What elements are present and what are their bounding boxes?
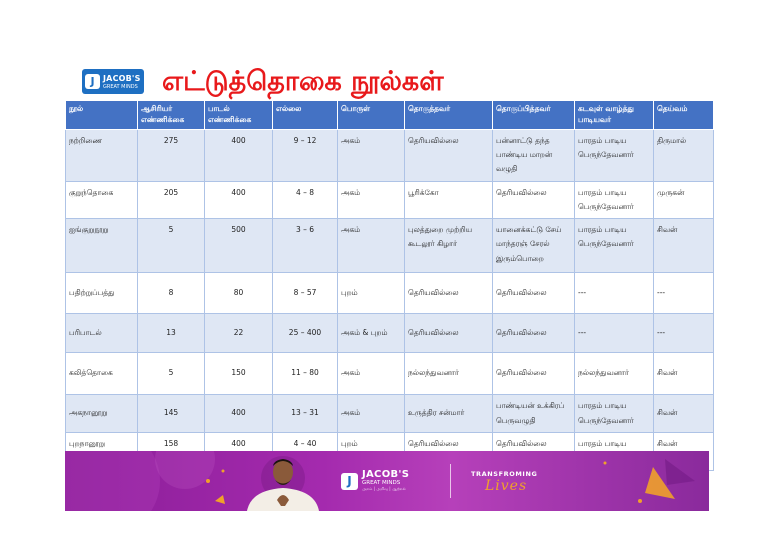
- table-cell: 13 – 31: [273, 395, 338, 433]
- banner-tagline-top: TRANSFROMING: [471, 470, 538, 478]
- table-cell: பாரதம் பாடிய பெருந்தேவனார்: [575, 395, 654, 433]
- ettuthogai-table: [65, 100, 714, 471]
- table-cell: கலித்தொகை: [66, 353, 138, 395]
- presenter-image: [237, 454, 329, 511]
- table-cell: 400: [205, 395, 273, 433]
- table-cell: நற்றிணை: [66, 129, 138, 181]
- table-row: [66, 273, 714, 314]
- banner-divider: [450, 464, 451, 498]
- page-title: எட்டுத்தொகை நூல்கள்: [162, 66, 444, 97]
- table-cell: 275: [138, 129, 205, 181]
- table-row: [66, 219, 714, 273]
- table-cell: 150: [205, 353, 273, 395]
- table-cell: சிவன்: [654, 353, 714, 395]
- table-cell: ---: [654, 273, 714, 314]
- table-row: [66, 181, 714, 219]
- table-cell: பாண்டியன் உக்கிரப் பெருவழுதி: [493, 395, 575, 433]
- table-cell: பாரதம் பாடிய: [575, 433, 654, 471]
- table-cell: 5: [138, 353, 205, 395]
- table-cell: தெரியவில்லை: [493, 433, 575, 471]
- table-cell: அகம்: [338, 181, 405, 219]
- column-header: கடவுள் வாழ்த்து பாடியவர்: [575, 101, 654, 130]
- table-cell: புறம்: [338, 433, 405, 471]
- table-cell: சிவன்: [654, 395, 714, 433]
- table-cell: 8 – 57: [273, 273, 338, 314]
- table-cell: 500: [205, 219, 273, 273]
- table-cell: முருகன்: [654, 181, 714, 219]
- table-cell: நல்லந்துவனார்: [405, 353, 493, 395]
- table-cell: தெரியவில்லை: [493, 314, 575, 353]
- column-header: நூல்: [66, 101, 138, 130]
- table-cell: தெரியவில்லை: [405, 129, 493, 181]
- table-row: [66, 314, 714, 353]
- table-cell: ---: [654, 314, 714, 353]
- column-header: தொகுப்பித்தவர்: [493, 101, 575, 130]
- table-cell: திருமால்: [654, 129, 714, 181]
- table-cell: 22: [205, 314, 273, 353]
- banner-logo: [341, 470, 439, 492]
- column-header: எல்லை: [273, 101, 338, 130]
- table-cell: ஐங்குறுநூறு: [66, 219, 138, 273]
- brand-logo-icon: J: [85, 74, 100, 89]
- table-cell: பன்னாட்டு தந்த பாண்டிய மாறன் வழுதி: [493, 129, 575, 181]
- table-cell: புலத்துறை முற்றிய கூடலூர் கிழார்: [405, 219, 493, 273]
- table-cell: பாரதம் பாடிய பெருந்தேவனார்: [575, 129, 654, 181]
- table-cell: புறம்: [338, 273, 405, 314]
- table-cell: 8: [138, 273, 205, 314]
- column-header: பொருள்: [338, 101, 405, 130]
- banner-tagline-script: Lives: [485, 478, 528, 494]
- table-cell: 4 – 8: [273, 181, 338, 219]
- table-cell: தெரியவில்லை: [405, 314, 493, 353]
- column-header: தெய்வம்: [654, 101, 714, 130]
- table-cell: உருத்திர சன்மார்: [405, 395, 493, 433]
- table-cell: குறுந்தொகை: [66, 181, 138, 219]
- table-cell: 145: [138, 395, 205, 433]
- table-cell: அகம்: [338, 129, 405, 181]
- promo-banner: [65, 451, 709, 511]
- table-cell: 25 – 400: [273, 314, 338, 353]
- banner-logo-text: JACOB'S: [362, 468, 410, 480]
- column-header: பாடல் எண்ணிக்கை: [205, 101, 273, 130]
- table-cell: 400: [205, 433, 273, 471]
- column-header: தொகுத்தவர்: [405, 101, 493, 130]
- column-header: ஆசிரியர் எண்ணிக்கை: [138, 101, 205, 130]
- table-cell: அகம்: [338, 353, 405, 395]
- table-cell: 205: [138, 181, 205, 219]
- table-cell: தெரியவில்லை: [405, 433, 493, 471]
- table-cell: 80: [205, 273, 273, 314]
- table-row: [66, 129, 714, 181]
- table-cell: பரிபாடல்: [66, 314, 138, 353]
- banner-logo-tagline: அறம் | அறிவு | ஆற்றல்: [362, 486, 406, 492]
- table-cell: சிவன்: [654, 219, 714, 273]
- table-cell: 5: [138, 219, 205, 273]
- table-cell: 4 – 40: [273, 433, 338, 471]
- table-cell: பூரிக்கோ: [405, 181, 493, 219]
- table-cell: அகம்: [338, 395, 405, 433]
- table-cell: 3 – 6: [273, 219, 338, 273]
- banner-logo-icon: J: [341, 473, 358, 490]
- table-cell: யானைக்கட்டு சேய் மாந்தரஞ் சேரல் இரும்பொறை: [493, 219, 575, 273]
- table-cell: பாரதம் பாடிய பெருந்தேவனார்: [575, 219, 654, 273]
- brand-logo-subtext: GREAT MINDS: [103, 83, 138, 90]
- table-cell: 400: [205, 181, 273, 219]
- table-cell: புறநானூறு: [66, 433, 138, 471]
- banner-logo-subtext: GREAT MINDS: [362, 479, 401, 486]
- table-cell: சிவன்: [654, 433, 714, 471]
- table-cell: 13: [138, 314, 205, 353]
- table-cell: தெரியவில்லை: [493, 181, 575, 219]
- table-header-row: [66, 101, 714, 130]
- table-cell: ---: [575, 273, 654, 314]
- table-cell: அகம்: [338, 219, 405, 273]
- table-cell: தெரியவில்லை: [493, 273, 575, 314]
- brand-logo-text: JACOB'S: [103, 73, 141, 83]
- brand-logo: [82, 69, 144, 94]
- table-cell: 9 – 12: [273, 129, 338, 181]
- table-cell: பதிற்றுப்பத்து: [66, 273, 138, 314]
- table-cell: நல்லந்துவனார்: [575, 353, 654, 395]
- table-cell: அகநானூறு: [66, 395, 138, 433]
- table-cell: அகம் & புறம்: [338, 314, 405, 353]
- table-row: [66, 395, 714, 433]
- table-cell: 11 – 80: [273, 353, 338, 395]
- table-cell: தெரியவில்லை: [493, 353, 575, 395]
- table-cell: தெரியவில்லை: [405, 273, 493, 314]
- table-cell: 158: [138, 433, 205, 471]
- table-cell: 400: [205, 129, 273, 181]
- table-cell: பாரதம் பாடிய பெருந்தேவனார்: [575, 181, 654, 219]
- table-row: [66, 353, 714, 395]
- table-cell: ---: [575, 314, 654, 353]
